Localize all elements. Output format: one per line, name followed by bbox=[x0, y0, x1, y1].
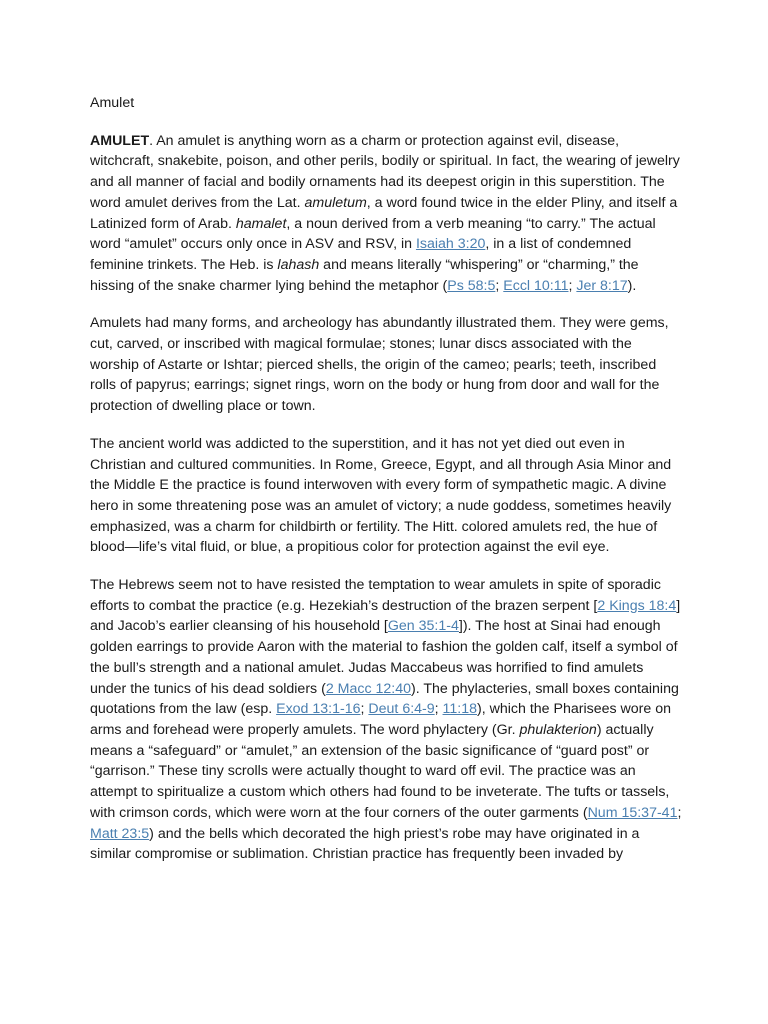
text-run: ]). The host at Sinai had enough golden earrings to provide Aaron with the material to fashion the golden calf, itself a symbol of the bull’s strength and a national amulet. Judas Maccabeus was horrified to find amulets under the tunics of his dead soldiers ( bbox=[90, 618, 678, 697]
text-run: , a word found twice in the elder Pliny, and itself a Latinized form of Arab. bbox=[90, 194, 678, 232]
text-run: ), which the Pharisees wore on arms and forehead were properly amulets. The word phylactery (Gr. bbox=[90, 701, 671, 738]
scripture-link[interactable]: 2 Macc 12:40 bbox=[325, 680, 411, 697]
scripture-link[interactable]: 2 Kings 18:4 bbox=[597, 597, 677, 614]
scripture-link[interactable]: Isaiah 3:20 bbox=[415, 236, 486, 253]
page-title: Amulet bbox=[90, 95, 135, 111]
scripture-link[interactable]: Jer 8:17 bbox=[576, 277, 628, 294]
scripture-link[interactable]: Ps 58:5 bbox=[447, 277, 496, 294]
entry-headword: AMULET bbox=[90, 132, 150, 149]
italic-term: hamalet bbox=[235, 215, 287, 232]
scripture-link[interactable]: Exod 13:1-16 bbox=[276, 701, 361, 718]
text-run: , in a list of condemned feminine trinkets. The Heb. is bbox=[90, 236, 632, 273]
separator: ; bbox=[677, 804, 682, 821]
italic-term: lahash bbox=[277, 256, 320, 273]
paragraph-2: Amulets had many forms, and archeology has abundantly illustrated them. They were gems, cut, carved, or inscribed with magical formulae; stones; lunar discs associated with the worship of Astarte or Ishtar; pierced shells, the origin of the cameo; pearls; teeth, inscribed rolls of papyrus; earrings; signet rings, worn on the body or hung from door and wall for the protection of dwelling place or town. bbox=[90, 315, 669, 415]
italic-term: phulakterion bbox=[519, 721, 597, 738]
separator: ; bbox=[568, 277, 577, 294]
text-run: . An amulet is anything worn as a charm or protection against evil, disease, witchcraft, snakebite, poison, and other perils, bodily or spiritual. In fact, the wearing of jewelry and all manner of facial and bodily ornaments had its deepest origin in this superstition. The word amulet derives from the Lat. bbox=[90, 132, 680, 211]
separator: ; bbox=[434, 701, 443, 718]
scripture-link[interactable]: 11:18 bbox=[442, 701, 477, 718]
paragraph-3: The ancient world was addicted to the superstition, and it has not yet died out even in Christian and cultured communities. In Rome, Greece, Egypt, and all through Asia Minor and the Middle E the practice is found interwoven with every form of sympathetic magic. A divine hero in some threatening pose was an amulet of victory; a nude goddess, sometimes heavily emphasized, was a charm for childbirth or fertility. The Hitt. colored amulets red, the hue of blood—life’s vital fluid, or blue, a propitious color for protection against the evil eye. bbox=[90, 435, 672, 556]
text-run: The Hebrews seem not to have resisted the temptation to wear amulets in spite of sporadic efforts to combat the practice (e.g. Hezekiah’s destruction of the brazen serpent [ bbox=[90, 577, 661, 614]
scripture-link[interactable]: Matt 23:5 bbox=[90, 825, 150, 842]
text-run: and means literally “whispering” or “charming,” the hissing of the snake charmer lying behind the metaphor ( bbox=[90, 256, 639, 294]
scripture-link[interactable]: Deut 6:4-9 bbox=[368, 701, 435, 718]
separator: ; bbox=[495, 277, 504, 294]
separator: ; bbox=[360, 701, 369, 718]
scripture-link[interactable]: Num 15:37-41 bbox=[587, 804, 678, 821]
paragraph-1 bbox=[90, 131, 682, 297]
text-run: ) actually means a “safeguard” or “amulet,” an extension of the basic significance of “guard post” or “garrison.” These tiny scrolls were actually thought to ward off evil. The practice was an attempt to spiritualize a custom which others had found to be inveterate. The tufts or tassels, with crimson cords, which were worn at the four corners of the outer garments ( bbox=[90, 721, 670, 821]
text-run: ] and Jacob’s earlier cleansing of his household [ bbox=[90, 597, 681, 635]
scripture-link[interactable]: Eccl 10:11 bbox=[503, 277, 569, 294]
text-run: ). The phylacteries, small boxes containing quotations from the law (esp. bbox=[90, 680, 679, 718]
scripture-link[interactable]: Gen 35:1-4 bbox=[387, 618, 459, 635]
text-run: ) and the bells which decorated the high priest’s robe may have originated in a similar compromise or sublimation. Christian practice has frequently been invaded by bbox=[90, 825, 640, 863]
paragraph-4 bbox=[90, 575, 682, 865]
document-page bbox=[90, 93, 682, 882]
text-run: , a noun derived from a verb meaning “to carry.” The actual word “amulet” occurs only once in ASV and RSV, in bbox=[90, 215, 656, 253]
text-run: ). bbox=[627, 277, 637, 294]
italic-term: amuletum bbox=[304, 194, 367, 211]
